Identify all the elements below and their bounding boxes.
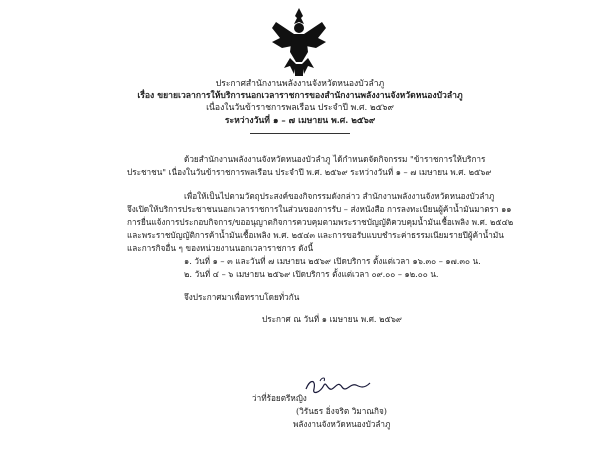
signature-rank: ว่าที่ร้อยตรีหญิง bbox=[252, 393, 307, 403]
para2-line4: และพระราชบัญญัติการค้าน้ำมันเชื้อเพลิง พ.ศ. ๒๕๔๓ และการขอรับแบบชำระค่าธรรมเนียมรายปีผู้ค้าน้ำมัน bbox=[127, 230, 504, 240]
closing-text: จึงประกาศมาเพื่อทราบโดยทั่วกัน bbox=[184, 292, 300, 302]
signature-title: พลังงานจังหวัดหนองบัวลำภู bbox=[293, 419, 391, 429]
para2-line1: เพื่อให้เป็นไปตามวัตถุประสงค์ของกิจกรรมดังกล่าว สำนักงานพลังงานจังหวัดหนองบัวลำภู bbox=[184, 191, 495, 201]
announcement-subject: เรื่อง ขยายเวลาการให้บริการนอกเวลาราชการของสำนักงานพลังงานจังหวัดหนองบัวลำภู bbox=[137, 91, 463, 101]
schedule-item-2: ๒. วันที่ ๔ – ๖ เมษายน ๒๕๖๙ เปิดบริการ ตั้งแต่เวลา ๐๙.๐๐ – ๑๒.๐๐ น. bbox=[184, 269, 439, 279]
announcement-issuer: ประกาศสำนักงานพลังงานจังหวัดหนองบัวลำภู bbox=[215, 79, 385, 89]
schedule-item-1: ๑. วันที่ ๑ – ๓ และวันที่ ๗ เมษายน ๒๕๖๙ เปิดบริการ ตั้งแต่เวลา ๑๖.๓๐ – ๑๗.๓๐ น. bbox=[184, 256, 481, 266]
para2-line3: การยื่นแจ้งการประกอบกิจการ/ขออนุญาตกิจการควบคุมตามพระราชบัญญัติควบคุมน้ำมันเชื้อเพลิง พ.ศ. ๒๕๔๒ bbox=[127, 217, 514, 227]
signature-name: (วิรันธร อิ่งจริต วิมาณกิจ) bbox=[296, 406, 387, 416]
header-divider bbox=[250, 133, 350, 134]
garuda-emblem-icon bbox=[268, 6, 330, 78]
given-date: ประกาศ ณ วันที่ ๑ เมษายน พ.ศ. ๒๕๖๙ bbox=[262, 314, 402, 324]
para1-line2: ประชาชน" เนื่องในวันข้าราชการพลเรือน ประจำปี พ.ศ. ๒๕๖๙ ระหว่างวันที่ ๑ – ๗ เมษายน พ.ศ. ๒๕๖๙ bbox=[127, 167, 492, 177]
announcement-period: ระหว่างวันที่ ๑ – ๗ เมษายน พ.ศ. ๒๕๖๙ bbox=[224, 116, 376, 126]
signature-image bbox=[300, 375, 380, 397]
para2-line5: และการกิจอื่น ๆ ของหน่วยงานนอกเวลาราชการ ดังนี้ bbox=[127, 243, 314, 253]
para1-line1: ด้วยสำนักงานพลังงานจังหวัดหนองบัวลำภู ได้กำหนดจัดกิจกรรม "ข้าราชการให้บริการ bbox=[184, 154, 486, 164]
para2-line2: จึงเปิดให้บริการประชาชนนอกเวลาราชการในส่วนของการรับ – ส่งหนังสือ การลงทะเบียนผู้ค้าน้ำมันมาตรา ๑๑ bbox=[127, 204, 512, 214]
announcement-occasion: เนื่องในวันข้าราชการพลเรือน ประจำปี พ.ศ. ๒๕๖๙ bbox=[206, 103, 394, 113]
